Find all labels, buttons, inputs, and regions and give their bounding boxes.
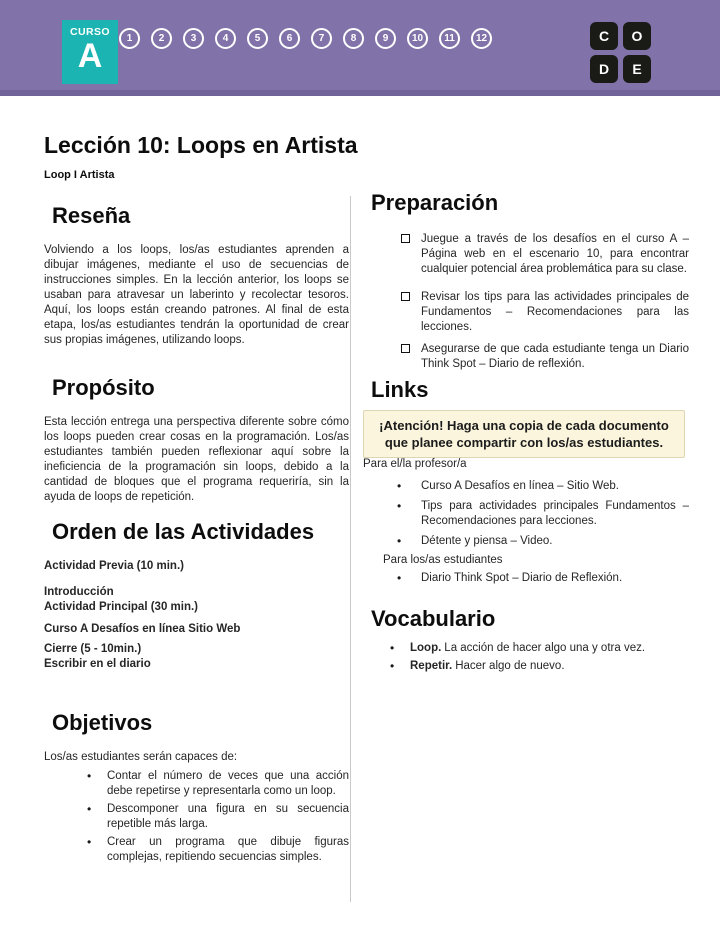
links-heading: Links [371,377,429,402]
vocabulario-heading: Vocabulario [371,606,496,631]
student-link: • Diario Think Spot – Diario de Reflexión. [397,571,689,586]
lesson-bubble-9: 9 [375,28,396,49]
checklist-item [363,290,689,335]
orden-item: Actividad Principal (30 min.) [44,601,199,613]
objetivos-heading: Objetivos [52,710,153,735]
teacher-link: • Détente y piensa – Video. [397,534,689,549]
vocab-term: Loop. [410,642,442,654]
vocab-term: Repetir. [410,660,453,672]
code-org-logo [590,22,651,83]
preparacion-heading: Preparación [371,190,499,215]
orden-groups [44,559,349,672]
header-bar [0,0,720,96]
page-title: Lección 10: Loops en Artista [44,132,358,158]
lesson-bubble-10: 10 [407,28,428,49]
teacher-links-list [363,479,689,549]
objetivos-intro: Los/as estudiantes serán capaces de: [44,751,238,763]
vocab-item [390,641,689,656]
checklist-text: Juegue a través de los desafíos en el curso A – Página web en el escenario 10, para encontrar cualquier potencial área problemática para su clase. [421,233,689,275]
course-badge-letter: A [77,37,103,75]
course-badge-label: CURSO [70,26,110,38]
lesson-bubble-5: 5 [247,28,268,49]
vocab-item [390,659,689,674]
student-links-label: Para los/as estudiantes [383,554,503,566]
vocab-definition: Hacer algo de nuevo. [455,660,565,672]
vocabulario-list [363,641,689,674]
logo-tile-c: C [590,22,618,50]
teacher-links-label: Para el/la profesor/a [363,458,467,470]
checklist-item [363,232,689,277]
orden-heading: Orden de las Actividades [52,519,315,544]
logo-tile-d: D [590,55,618,83]
lesson-bubble-12: 12 [471,28,492,49]
proposito-body: Esta lección entrega una perspectiva diferente sobre cómo los loops pueden crear cosas en la programación. Los/as estudiantes también pueden reflexionar aquí sobre la ineficiencia de la programación sin loops, debido a la cantidad de bloques que el programa requeriría, sin la ayuda de loops de repetición. [44,416,349,503]
lesson-bubble-11: 11 [439,28,460,49]
logo-tile-o: O [623,22,651,50]
checkbox-icon [401,234,410,243]
orden-group [44,622,349,637]
lesson-bubble-1: 1 [119,28,140,49]
objetivo-item: • Crear un programa que dibuje figuras complejas, repitiendo secuencias simples. [87,835,349,865]
orden-item: Actividad Previa (10 min.) [44,560,184,572]
resena-body: Volviendo a los loops, los/as estudiantes aprenden a dibujar imágenes, mediante el uso de secuencias de instrucciones simples. En la lección anterior, los loops se usaban para atravesar un laberinto y recolectar tesoros. Aquí, los loops están creando patrones. Al final de esta etapa, los/as estudiantes tendrán la oportunidad de crear sus propias imágenes, utilizando loops. [44,244,349,346]
course-badge [62,20,118,84]
lesson-bubble-8: 8 [343,28,364,49]
lesson-bubble-7: 7 [311,28,332,49]
orden-group [44,642,349,672]
checklist-item [363,342,689,372]
right-column [363,190,689,677]
logo-tile-e: E [623,55,651,83]
orden-group [44,585,349,615]
lesson-bubble-2: 2 [151,28,172,49]
checklist-text: Revisar los tips para las actividades principales de Fundamentos – Recomendaciones para las lecciones. [421,291,689,333]
column-divider [350,196,351,902]
lesson-bubble-6: 6 [279,28,300,49]
objetivo-item: • Descomponer una figura en su secuencia repetible más larga. [87,802,349,832]
proposito-heading: Propósito [52,375,155,400]
vocab-definition: La acción de hacer algo una y otra vez. [444,642,646,654]
objetivo-item: • Contar el número de veces que una acción debe repetirse y representarla como un loop. [87,769,349,799]
teacher-link: • Tips para actividades principales Fundamentos – Recomendaciones para lecciones. [397,499,689,529]
orden-item: Escribir en el diario [44,658,151,670]
left-column [44,203,349,868]
checklist-text: Asegurarse de que cada estudiante tenga un Diario Think Spot – Diario de reflexión. [421,343,689,370]
lesson-bubble-4: 4 [215,28,236,49]
student-links-list [363,571,689,586]
orden-item: Cierre (5 - 10min.) [44,643,142,655]
resena-heading: Reseña [52,203,131,228]
orden-item: Curso A Desafíos en línea Sitio Web [44,623,241,635]
orden-group [44,559,349,574]
objetivos-list [44,769,349,865]
checkbox-icon [401,292,410,301]
checkbox-icon [401,344,410,353]
page-subtitle: Loop I Artista [44,169,115,181]
teacher-link: • Curso A Desafíos en línea – Sitio Web. [397,479,689,494]
attention-box: ¡Atención! Haga una copia de cada documento que planee compartir con los/as estudiantes. [363,410,685,458]
lesson-bubbles [119,28,492,49]
lesson-bubble-3: 3 [183,28,204,49]
orden-item: Introducción [44,586,114,598]
